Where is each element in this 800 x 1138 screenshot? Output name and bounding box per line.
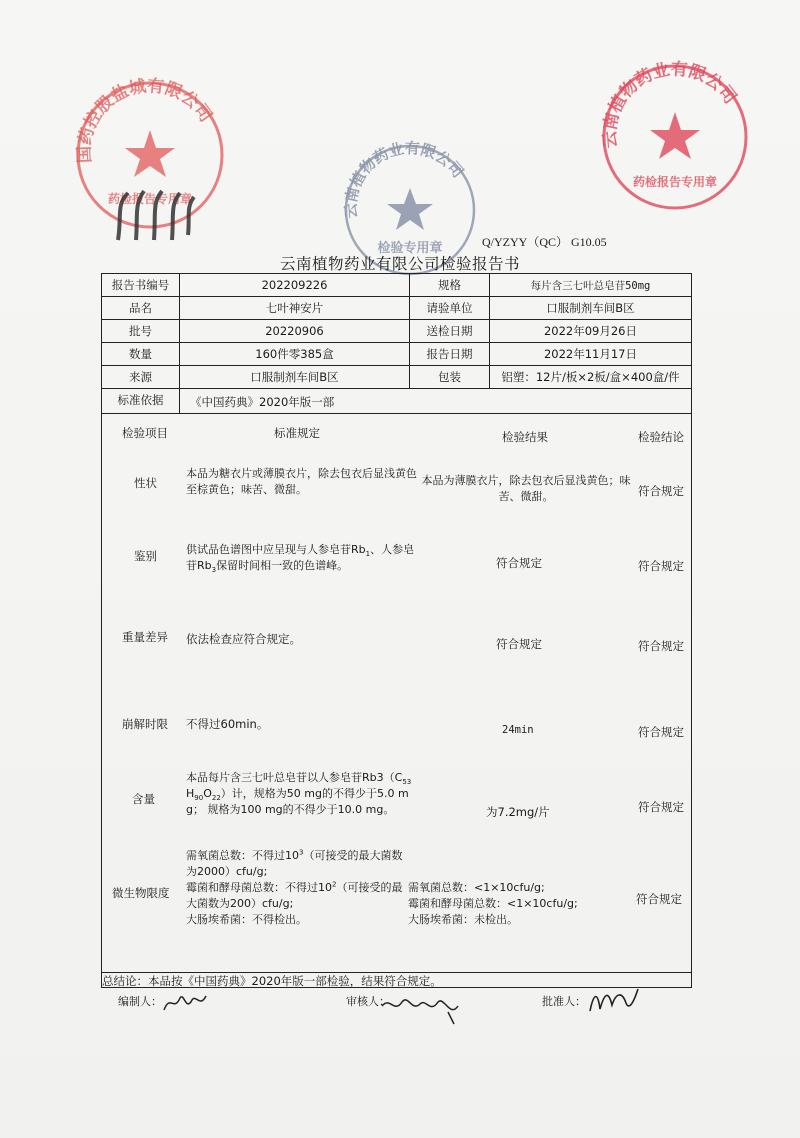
report-no-value: 202209226 [261,278,328,292]
reviewer-label: 审核人： [346,995,390,1008]
compiler-signature-icon [160,988,210,1018]
report-date-value: 2022年11月17日 [543,347,638,361]
item-assay: 含量 [132,792,155,806]
product-label: 品名 [129,301,152,315]
qty-value: 160件零385盒 [255,347,334,361]
item-disintegration: 崩解时限 [122,717,168,731]
requester-label: 请验单位 [426,301,473,315]
batch-label: 批号 [129,324,152,338]
table-rule [102,342,691,343]
pack-value: 铝塑：12片/板×2板/盒×400盒/件 [501,370,680,384]
item-weight-variation: 重量差异 [122,630,168,644]
svg-text:云南植物药业有限公司: 云南植物药业有限公司 [600,60,740,149]
table-rule [102,319,691,320]
conclusion-microbial-limit: 符合规定 [636,892,682,906]
reviewer-signature-icon [378,992,468,1026]
batch-value: 20220906 [265,324,324,338]
standard-assay: 本品每片含三七叶总皂苷以人参皂苷$Rb3(C_{53}H_{90}O_{22})$计，规格为50 mg的不得少于5.0 mg； 规格为100 mg的不得少于10.0 mg。 [186,771,412,816]
conclusion-identification: 符合规定 [638,559,684,573]
document-code: Q/YZYY（QC） G10.05 [482,235,607,249]
standard-identification: 供试品色谱图中应呈现与人参皂苷$Rb_1$、人参皂苷$Rb_3$保留时间相一致的色谱峰。 [186,543,415,575]
approver-signature-icon [586,985,642,1019]
result-identification: 符合规定 [496,556,542,570]
svg-text:药检报告专用章: 药检报告专用章 [107,192,193,206]
table-rule [179,274,180,413]
result-assay: 为7.2mg/片 [486,805,550,819]
col-standard: 标准规定 [274,426,320,440]
conclusion-disintegration: 符合规定 [638,725,684,739]
report-no-label: 报告书编号 [111,278,170,292]
result-microbial-limit: 需氧菌总数：<1×10cfu/g; 霉菌和酵母菌总数：<1×10cfu/g; 大肠埃希菌：未检出。 [408,881,578,926]
col-item: 检验项目 [122,426,168,440]
table-rule [102,972,691,973]
result-weight-variation: 符合规定 [496,637,542,651]
table-rule [102,413,691,414]
svg-text:药检报告专用章: 药检报告专用章 [632,175,718,189]
pack-label: 包装 [438,370,461,384]
requester-value: 口服制剂车间B区 [546,301,635,315]
conclusion-weight-variation: 符合规定 [638,639,684,653]
basis-value: 《中国药典》2020年版一部 [190,395,335,409]
compiler-label: 编制人： [118,995,162,1008]
basis-label: 标准依据 [117,393,164,407]
col-conclusion: 检验结论 [638,430,684,444]
report-date-label: 报告日期 [426,347,473,361]
report-table [101,273,692,988]
item-microbial-limit: 微生物限度 [112,886,170,900]
approver-label: 批准人： [542,995,586,1008]
col-result: 检验结果 [502,430,548,444]
summary-conclusion: 总结论：本品按《中国药典》2020年版一部检验，结果符合规定。 [102,974,442,988]
qty-label: 数量 [129,347,152,361]
standard-disintegration: 不得过60min。 [186,717,269,731]
sent-date-label: 送检日期 [426,324,473,338]
standard-weight-variation: 依法检查应符合规定。 [186,632,301,646]
conclusion-assay: 符合规定 [638,800,684,814]
table-rule [102,296,691,297]
svg-text:云南植物药业有限公司: 云南植物药业有限公司 [341,140,468,220]
result-appearance: 本品为薄膜衣片，除去包衣后显浅黄色；味苦、微甜。 [421,474,631,503]
seal-stamp-right [598,60,753,215]
page-title: 云南植物药业有限公司检验报告书 [279,255,520,273]
standard-microbial-limit: 需氧菌总数：不得过$10^3$（可接受的最大菌数为2000）cfu/g; 霉菌和酵母菌总数：不得过$10^2$（可接受的最大菌数为200）cfu/g; 大肠埃希菌：不得检出。 [186,848,403,926]
item-identification: 鉴别 [134,549,157,563]
stamp-flourish-icon [108,185,198,245]
svg-text:国药控股盐城有限公司: 国药控股盐城有限公司 [74,76,216,164]
source-value: 口服制剂车间B区 [250,370,339,384]
svg-text:检验专用章: 检验专用章 [377,241,443,256]
standard-appearance: 本品为糖衣片或薄膜衣片，除去包衣后显浅黄色至棕黄色；味苦、微甜。 [186,467,417,496]
spec-value: 每片含三七叶总皂苷50mg [530,280,651,292]
item-appearance: 性状 [134,476,157,490]
source-label: 来源 [129,370,152,384]
product-value: 七叶神安片 [265,301,324,315]
table-rule [102,365,691,366]
spec-label: 规格 [438,278,461,292]
sent-date-value: 2022年09月26日 [543,324,638,338]
table-rule [102,388,691,389]
conclusion-appearance: 符合规定 [638,484,684,498]
result-disintegration: 24min [502,724,534,736]
